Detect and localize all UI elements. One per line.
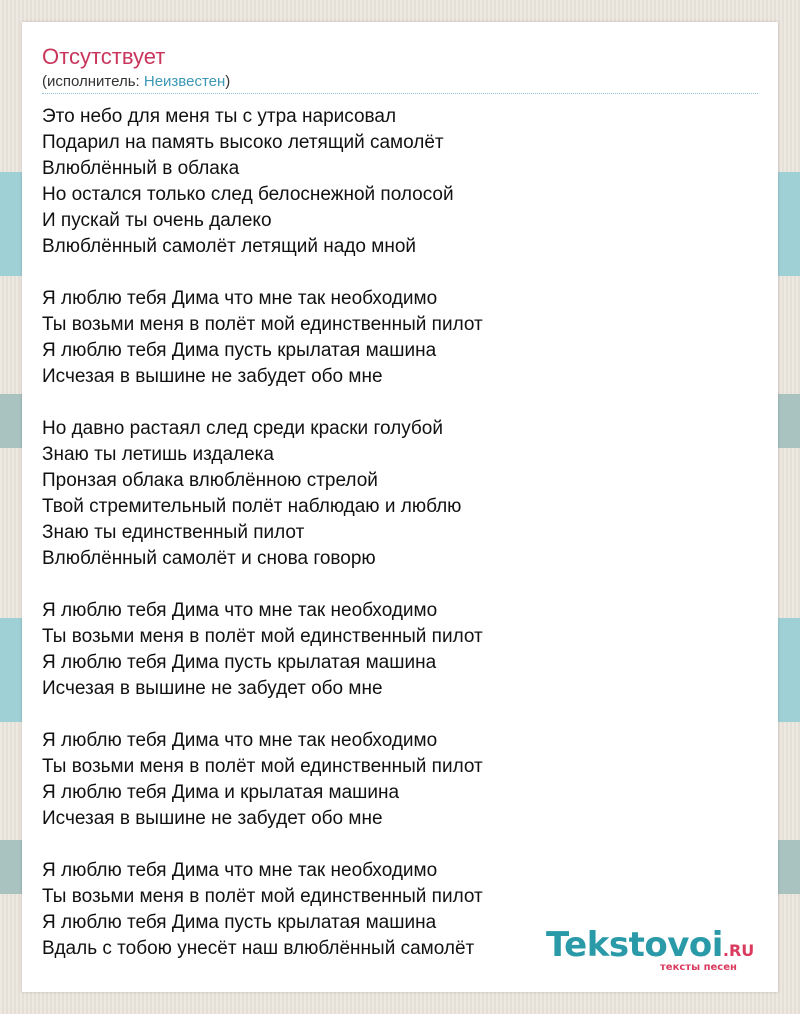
logo-name: Tekstovoi bbox=[546, 925, 723, 965]
lyric-line: Твой стремительный полёт наблюдаю и люблю bbox=[42, 496, 462, 517]
lyrics-stanza bbox=[42, 286, 758, 390]
lyric-line: Исчезая в вышине не забудет обо мне bbox=[42, 366, 383, 387]
lyric-line: Ты возьми меня в полёт мой единственный пилот bbox=[42, 314, 483, 335]
lyrics-stanza bbox=[42, 598, 758, 702]
lyric-line: Влюблённый самолёт летящий надо мной bbox=[42, 236, 417, 257]
lyric-line: Вдаль с тобою унесёт наш влюблённый самолёт bbox=[42, 938, 475, 959]
lyric-line: Ты возьми меня в полёт мой единственный пилот bbox=[42, 756, 483, 777]
lyric-line: Я люблю тебя Дима и крылатая машина bbox=[42, 782, 400, 803]
lyric-line: Я люблю тебя Дима что мне так необходимо bbox=[42, 600, 438, 621]
lyric-line: Но давно растаял след среди краски голубой bbox=[42, 418, 443, 439]
lyric-line: Я люблю тебя Дима что мне так необходимо bbox=[42, 860, 438, 881]
lyric-line: Пронзая облака влюблённою стрелой bbox=[42, 470, 378, 491]
artist-link[interactable]: Неизвестен bbox=[143, 73, 226, 90]
site-logo[interactable] bbox=[546, 925, 778, 985]
lyric-line: Я люблю тебя Дима пусть крылатая машина bbox=[42, 912, 437, 933]
lyrics-card bbox=[22, 22, 778, 992]
lyric-line: Ты возьми меня в полёт мой единственный пилот bbox=[42, 886, 483, 907]
lyrics-body bbox=[42, 104, 758, 988]
lyric-line: Я люблю тебя Дима пусть крылатая машина bbox=[42, 340, 437, 361]
lyric-line: Исчезая в вышине не забудет обо мне bbox=[42, 678, 383, 699]
artist-prefix: (исполнитель: bbox=[42, 73, 144, 90]
lyric-line: Я люблю тебя Дима что мне так необходимо bbox=[42, 288, 438, 309]
lyrics-stanza bbox=[42, 104, 758, 260]
lyric-line: Я люблю тебя Дима что мне так необходимо bbox=[42, 730, 438, 751]
title-divider bbox=[42, 93, 758, 94]
lyric-line: Знаю ты летишь издалека bbox=[42, 444, 274, 465]
artist-line bbox=[42, 73, 230, 91]
lyric-line: Но остался только след белоснежной полосой bbox=[42, 184, 454, 205]
lyric-line: И пускай ты очень далеко bbox=[42, 210, 272, 231]
logo-tagline: тексты песен bbox=[660, 962, 737, 973]
lyric-line: Знаю ты единственный пилот bbox=[42, 522, 305, 543]
lyric-line: Я люблю тебя Дима пусть крылатая машина bbox=[42, 652, 437, 673]
song-title: Отсутствует bbox=[42, 44, 166, 69]
lyric-line: Влюблённый в облака bbox=[42, 158, 240, 179]
lyrics-stanza bbox=[42, 728, 758, 832]
lyric-line: Подарил на память высоко летящий самолёт bbox=[42, 132, 444, 153]
lyrics-stanza bbox=[42, 416, 758, 572]
logo-tld: .RU bbox=[722, 941, 755, 960]
lyric-line: Это небо для меня ты с утра нарисовал bbox=[42, 106, 397, 127]
lyric-line: Ты возьми меня в полёт мой единственный пилот bbox=[42, 626, 483, 647]
lyric-line: Влюблённый самолёт и снова говорю bbox=[42, 548, 376, 569]
artist-suffix: ) bbox=[225, 73, 231, 90]
lyric-line: Исчезая в вышине не забудет обо мне bbox=[42, 808, 383, 829]
